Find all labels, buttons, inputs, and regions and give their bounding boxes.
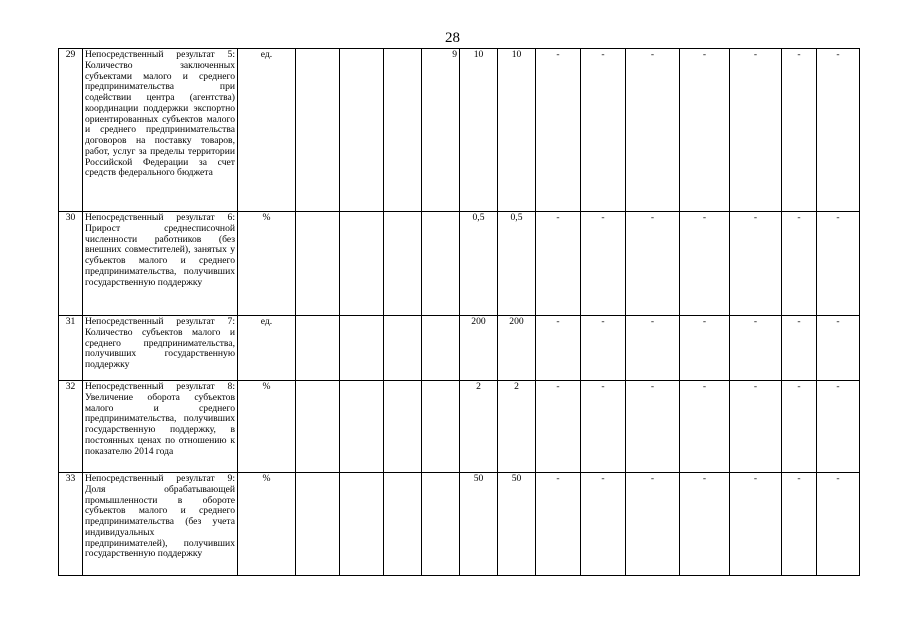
value-cell: 0,5 bbox=[460, 212, 498, 316]
value-cell: 10 bbox=[460, 49, 498, 212]
dash-cell: - bbox=[536, 316, 581, 381]
dash-cell: - bbox=[817, 316, 860, 381]
value-cell: 50 bbox=[498, 473, 536, 576]
value-cell bbox=[296, 473, 340, 576]
dash-cell: - bbox=[680, 316, 730, 381]
unit-cell: % bbox=[238, 212, 296, 316]
row-number: 33 bbox=[59, 473, 83, 576]
dash-cell: - bbox=[626, 381, 680, 473]
value-cell bbox=[422, 473, 460, 576]
value-cell bbox=[340, 212, 384, 316]
dash-cell: - bbox=[536, 381, 581, 473]
value-cell bbox=[340, 316, 384, 381]
unit-cell: ед. bbox=[238, 49, 296, 212]
dash-cell: - bbox=[782, 381, 817, 473]
dash-cell: - bbox=[626, 212, 680, 316]
results-table bbox=[58, 48, 860, 576]
dash-cell: - bbox=[730, 212, 782, 316]
value-cell bbox=[422, 381, 460, 473]
unit-cell: ед. bbox=[238, 316, 296, 381]
row-number: 30 bbox=[59, 212, 83, 316]
dash-cell: - bbox=[626, 316, 680, 381]
dash-cell: - bbox=[817, 212, 860, 316]
value-cell: 9 bbox=[422, 49, 460, 212]
value-cell bbox=[384, 381, 422, 473]
dash-cell: - bbox=[730, 49, 782, 212]
value-cell bbox=[384, 473, 422, 576]
value-cell: 10 bbox=[498, 49, 536, 212]
page-number: 28 bbox=[445, 30, 460, 46]
result-description: Непосредственный результат 7: Количество субъектов малого и среднего предпринимательства, получивших государственную поддержку bbox=[83, 316, 238, 381]
dash-cell: - bbox=[581, 212, 626, 316]
dash-cell: - bbox=[680, 49, 730, 212]
dash-cell: - bbox=[817, 473, 860, 576]
dash-cell: - bbox=[730, 316, 782, 381]
value-cell bbox=[340, 49, 384, 212]
dash-cell: - bbox=[730, 381, 782, 473]
value-cell bbox=[422, 212, 460, 316]
dash-cell: - bbox=[782, 49, 817, 212]
value-cell bbox=[384, 316, 422, 381]
table-row bbox=[59, 49, 860, 212]
value-cell: 200 bbox=[498, 316, 536, 381]
dash-cell: - bbox=[626, 473, 680, 576]
value-cell bbox=[296, 49, 340, 212]
table-row bbox=[59, 381, 860, 473]
value-cell: 50 bbox=[460, 473, 498, 576]
dash-cell: - bbox=[626, 49, 680, 212]
value-cell bbox=[340, 381, 384, 473]
dash-cell: - bbox=[817, 49, 860, 212]
value-cell: 200 bbox=[460, 316, 498, 381]
result-description: Непосредственный результат 6: Прирост среднесписочной численности работников (без внешних совместителей), занятых у субъектов малого и среднего предпринимательства, получивших государственную поддержку bbox=[83, 212, 238, 316]
dash-cell: - bbox=[680, 473, 730, 576]
dash-cell: - bbox=[581, 381, 626, 473]
value-cell bbox=[296, 212, 340, 316]
dash-cell: - bbox=[581, 316, 626, 381]
value-cell bbox=[340, 473, 384, 576]
value-cell: 2 bbox=[460, 381, 498, 473]
value-cell bbox=[296, 316, 340, 381]
dash-cell: - bbox=[581, 473, 626, 576]
dash-cell: - bbox=[581, 49, 626, 212]
value-cell bbox=[384, 212, 422, 316]
result-description: Непосредственный результат 5: Количество заключенных субъектами малого и среднего предпринимательства при содействии центра (агентства) координации поддержки экспортно ориентированных субъектов малого и среднего предпринимательства договоров на поставку товаров, работ, услуг за пределы территории Российской Федерации за счет средств федерального бюджета bbox=[83, 49, 238, 212]
result-description: Непосредственный результат 8: Увеличение оборота субъектов малого и среднего предпринимательства, получивших государственную поддержку, в постоянных ценах по отношению к показателю 2014 года bbox=[83, 381, 238, 473]
dash-cell: - bbox=[730, 473, 782, 576]
dash-cell: - bbox=[536, 212, 581, 316]
row-number: 32 bbox=[59, 381, 83, 473]
dash-cell: - bbox=[817, 381, 860, 473]
dash-cell: - bbox=[782, 212, 817, 316]
dash-cell: - bbox=[782, 316, 817, 381]
value-cell bbox=[422, 316, 460, 381]
dash-cell: - bbox=[536, 49, 581, 212]
table-row bbox=[59, 316, 860, 381]
unit-cell: % bbox=[238, 381, 296, 473]
value-cell bbox=[296, 381, 340, 473]
dash-cell: - bbox=[680, 381, 730, 473]
row-number: 31 bbox=[59, 316, 83, 381]
dash-cell: - bbox=[536, 473, 581, 576]
table-row bbox=[59, 212, 860, 316]
dash-cell: - bbox=[680, 212, 730, 316]
value-cell: 2 bbox=[498, 381, 536, 473]
value-cell: 0,5 bbox=[498, 212, 536, 316]
unit-cell: % bbox=[238, 473, 296, 576]
table-row bbox=[59, 473, 860, 576]
result-description: Непосредственный результат 9: Доля обрабатывающей промышленности в обороте субъектов малого и среднего предпринимательства (без учета индивидуальных предпринимателей), получивших государственную поддержку bbox=[83, 473, 238, 576]
row-number: 29 bbox=[59, 49, 83, 212]
dash-cell: - bbox=[782, 473, 817, 576]
value-cell bbox=[384, 49, 422, 212]
